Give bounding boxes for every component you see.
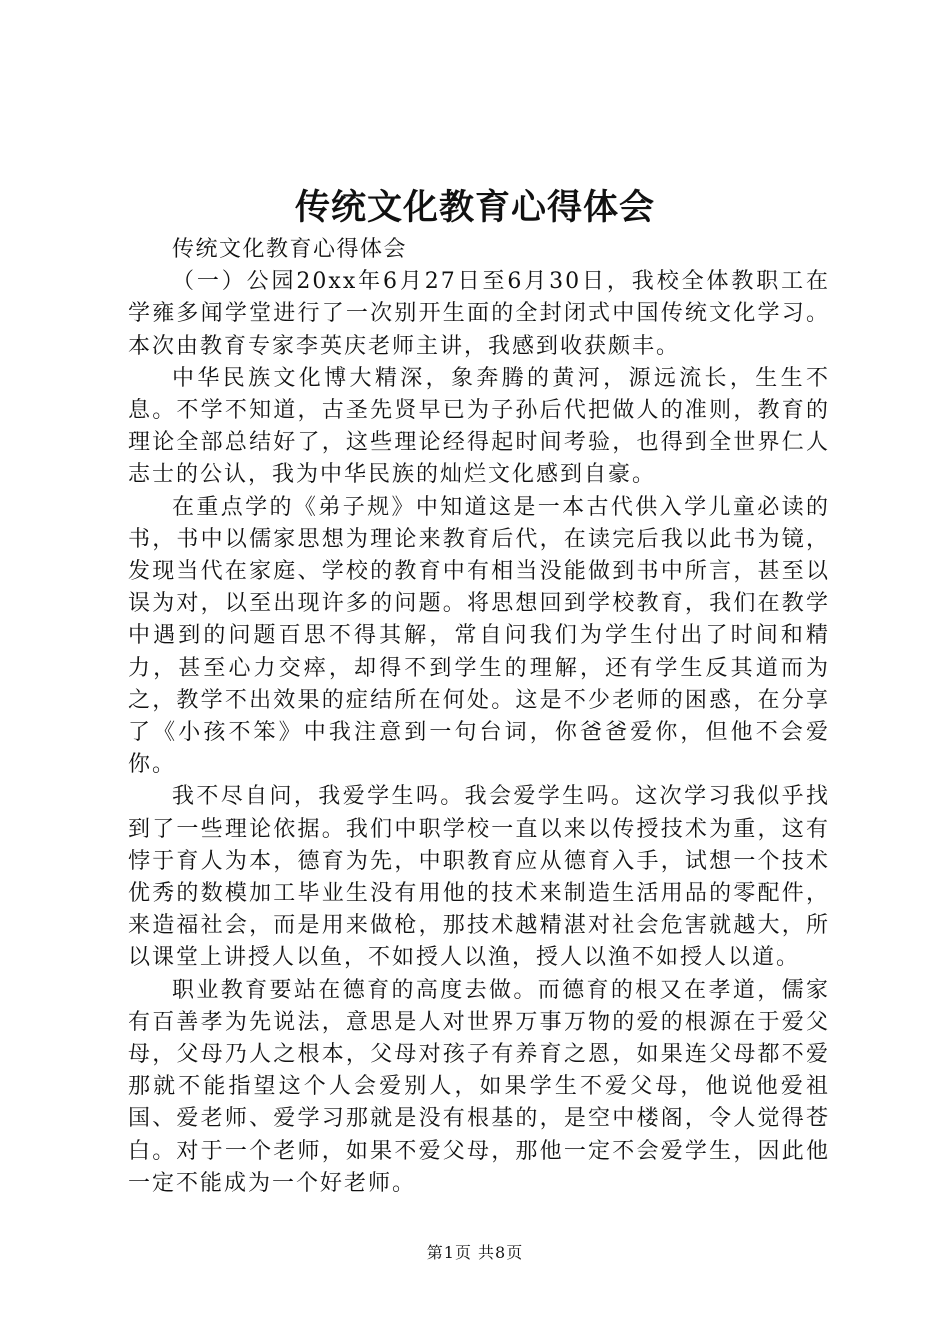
- paragraph: 在重点学的《弟子规》中知道这是一本古代供入学儿童必读的书，书中以儒家思想为理论来教育后代，在读完后我以此书为镜，发现当代在家庭、学校的教育中有相当没能做到书中所言，甚至以误为对，以至出现许多的问题。将思想回到学校教育，我们在教学中遇到的问题百思不得其解，常自问我们为学生付出了时间和精力，甚至心力交瘁，却得不到学生的理解，还有学生反其道而为之，教学不出效果的症结所在何处。这是不少老师的困惑，在分享了《小孩不笨》中我注意到一句台词，你爸爸爱你，但他不会爱你。: [128, 494, 830, 778]
- document-title: 传统文化教育心得体会: [294, 187, 655, 228]
- paragraph: （一）公园20xx年6月27日至6月30日，我校全体教职工在学雍多闻学堂进行了一次别开生面的全封闭式中国传统文化学习。本次由教育专家李英庆老师主讲，我感到收获颇丰。: [128, 269, 830, 359]
- paragraph-subtitle: 传统文化教育心得体会: [172, 237, 408, 262]
- paragraph: 职业教育要站在德育的高度去做。而德育的根又在孝道，儒家有百善孝为先说法，意思是人对世界万事万物的爱的根源在于爱父母，父母乃人之根本，父母对孩子有养育之恩，如果连父母都不爱那就不能指望这个人会爱别人，如果学生不爱父母，他说他爱祖国、爱老师、爱学习那就是没有根基的，是空中楼阁，令人觉得苍白。对于一个老师，如果不爱父母，那他一定不会爱学生，因此他一定不能成为一个好老师。: [128, 977, 830, 1196]
- paragraph: 中华民族文化博大精深，象奔腾的黄河，源远流长，生生不息。不学不知道，古圣先贤早已为子孙后代把做人的准则，教育的理论全部总结好了，这些理论经得起时间考验，也得到全世界仁人志士的公认，我为中华民族的灿烂文化感到自豪。: [128, 365, 830, 488]
- document-body: [128, 234, 830, 1200]
- page-number-footer: 第1页 共8页: [426, 1243, 524, 1262]
- paragraph: 我不尽自问，我爱学生吗。我会爱学生吗。这次学习我似乎找到了一些理论依据。我们中职学校一直以来以传授技术为重，这有悖于育人为本，德育为先，中职教育应从德育入手，试想一个技术优秀的数模加工毕业生没有用他的技术来制造生活用品的零配件，来造福社会，而是用来做枪，那技术越精湛对社会危害就越大，所以课堂上讲授人以鱼，不如授人以渔，授人以渔不如授人以道。: [128, 784, 830, 971]
